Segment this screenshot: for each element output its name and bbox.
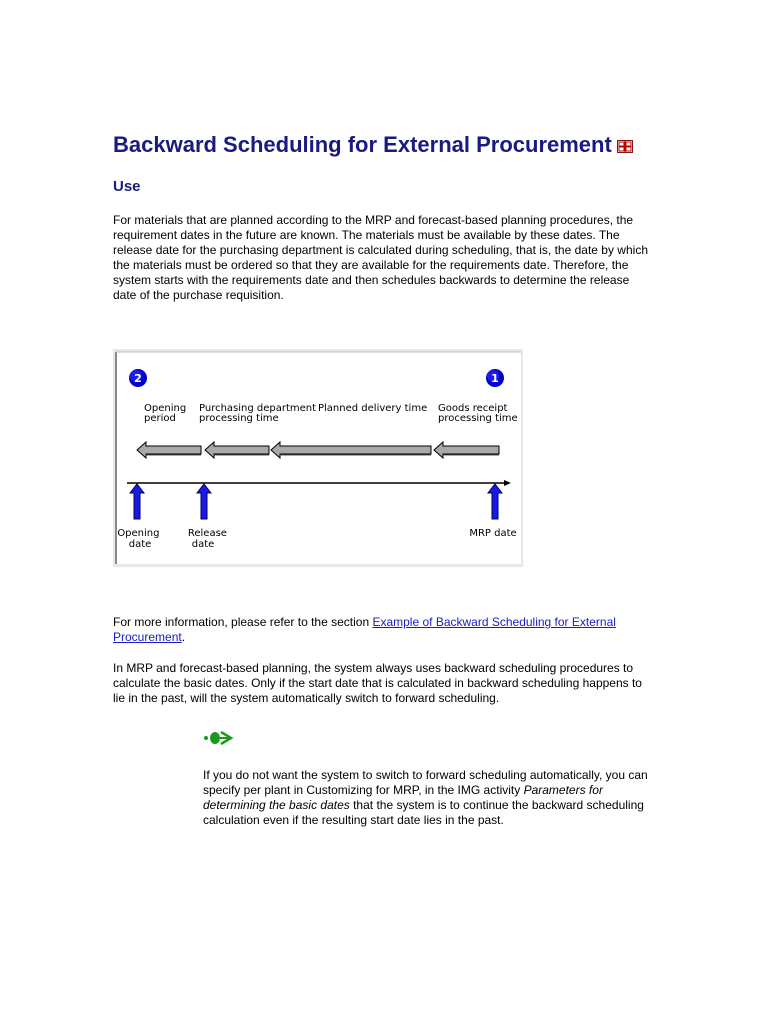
- note-text-before: If you do not want the system to switch to forward scheduling automatically, you can specify per plant in Customizing for MRP, in the IMG activity: [203, 768, 648, 797]
- phase-label-opening-period: Opening period: [144, 403, 187, 424]
- step-badge-1: [486, 369, 504, 387]
- diagram-canvas: [116, 352, 521, 564]
- note-text-after: that the system is to continue the backward scheduling calculation even if the resulting start date lies in the past.: [203, 798, 644, 827]
- date-label-mrp: MRP date: [469, 528, 517, 539]
- note-hint-icon: [203, 729, 235, 752]
- example-link[interactable]: Example of Backward Scheduling for External Procurement: [113, 615, 616, 644]
- page-title: [113, 132, 633, 159]
- date-label-release: Release date: [187, 528, 227, 550]
- img-activity-name: Parameters for determining the basic dates: [203, 783, 603, 812]
- date-label-opening: Opening date: [117, 528, 160, 550]
- backward-scheduling-diagram: [113, 349, 523, 567]
- phase-label-planned-delivery: Planned delivery time: [318, 403, 428, 414]
- note-paragraph: [203, 768, 663, 828]
- more-info-suffix: .: [181, 630, 186, 644]
- section-heading-use: Use: [113, 178, 141, 195]
- step-badge-2-label: 2: [134, 372, 142, 385]
- structure-link-icon[interactable]: [617, 133, 633, 159]
- phase-label-purchasing: Purchasing department processing time: [199, 403, 317, 424]
- more-info-prefix: For more information, please refer to the section: [113, 615, 373, 629]
- more-info-paragraph: [113, 615, 653, 645]
- step-badge-1-label: 1: [491, 372, 499, 385]
- page-title-text: Backward Scheduling for External Procurement: [113, 132, 612, 157]
- intro-paragraph: For materials that are planned according to the MRP and forecast-based planning procedures, the requirement dates in the future are known. The materials must be available by these dates. The release date for the purchasing department is calculated during scheduling, that is, the date by which the materials must be ordered so that they are available for the requirements date. Therefore, the system starts with the requirements date and then schedules backwards to determine the release date of the purchase requisition.: [113, 213, 648, 302]
- mrp-paragraph: In MRP and forecast-based planning, the system always uses backward scheduling procedures to calculate the basic dates. Only if the start date that is calculated in backward scheduling happens to lie in the past, will the system automatically switch to forward scheduling.: [113, 661, 642, 705]
- phase-label-goods-receipt: Goods receipt processing time: [438, 403, 518, 424]
- step-badge-2: [129, 369, 147, 387]
